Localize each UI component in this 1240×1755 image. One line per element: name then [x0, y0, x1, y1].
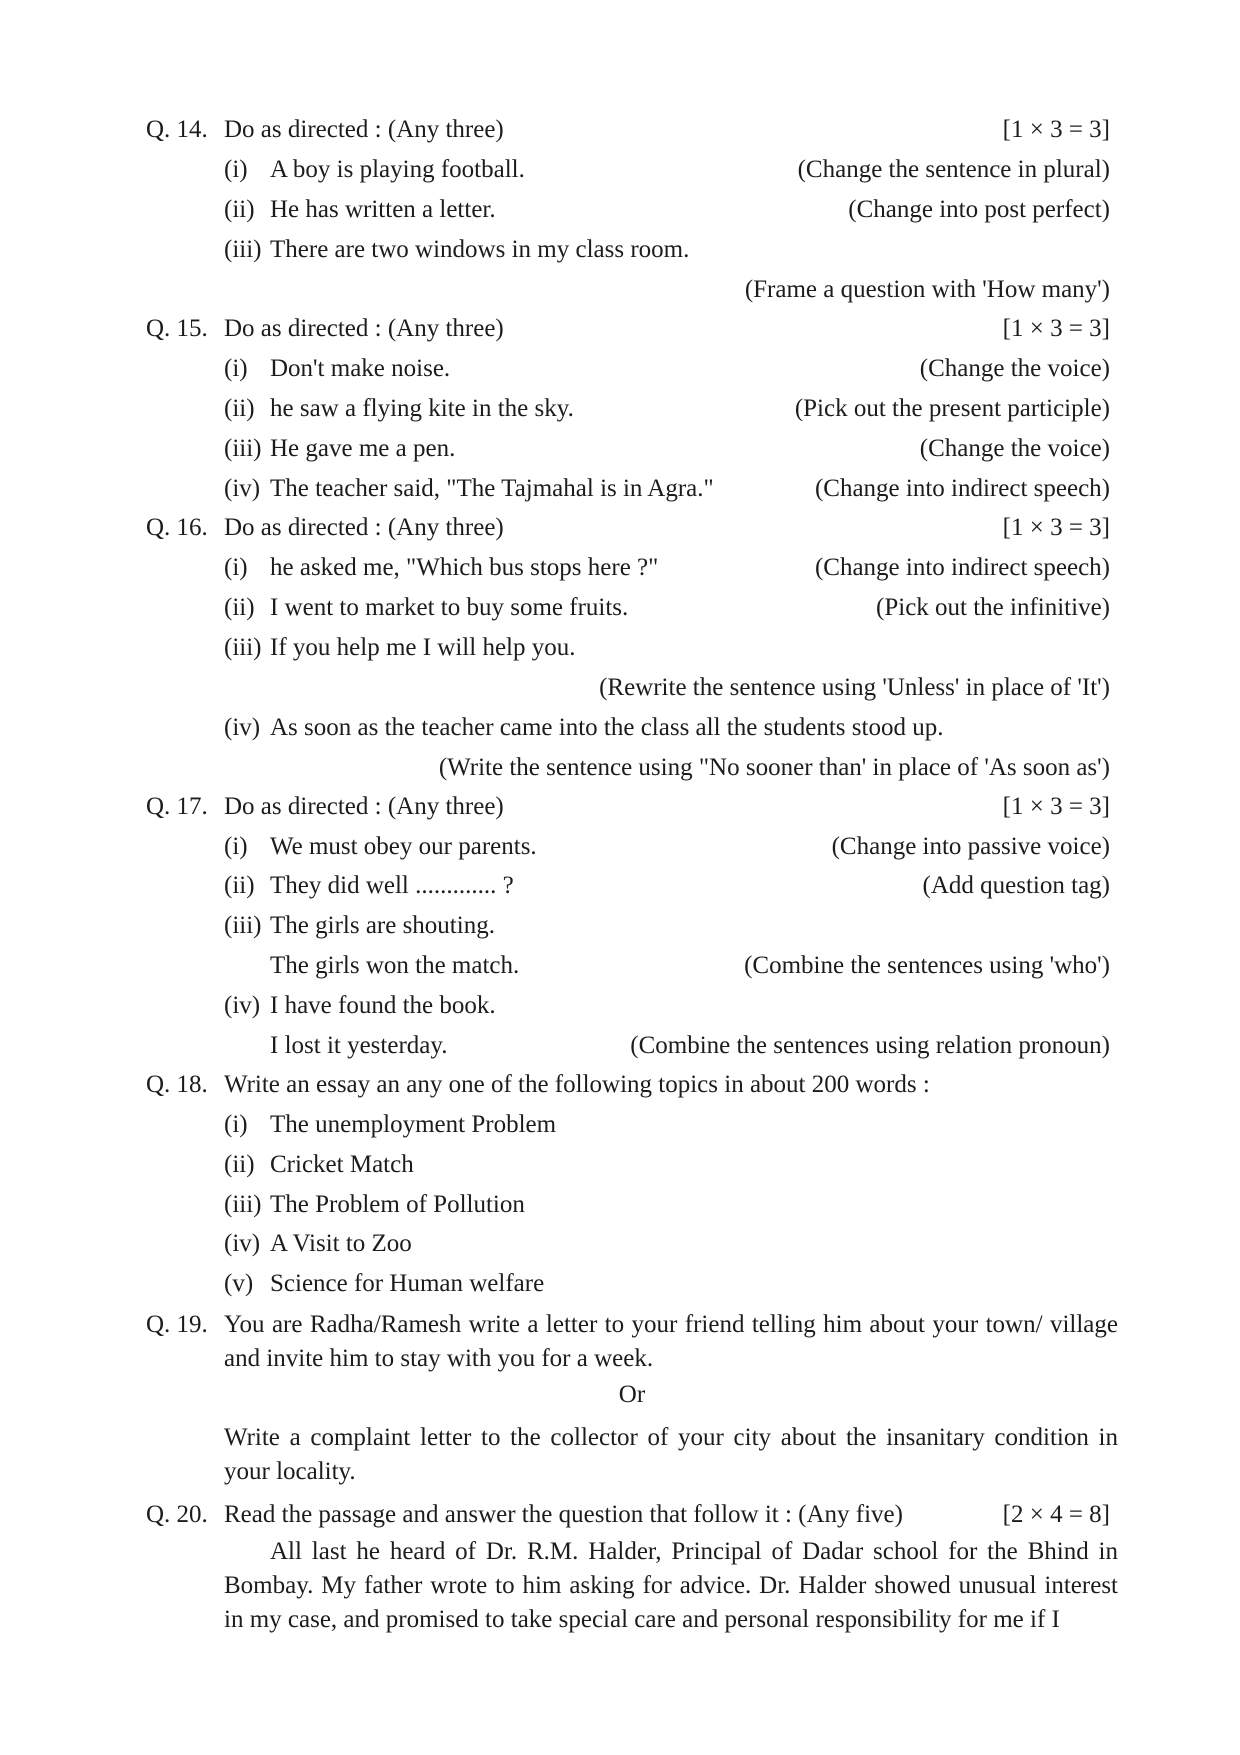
topic-text: A Visit to Zoo — [270, 1230, 412, 1257]
item-number: (iii) — [224, 912, 262, 939]
item-text: As soon as the teacher came into the class all the students stood up. — [270, 714, 944, 741]
item-number: (ii) — [224, 872, 255, 899]
item-number: (iv) — [224, 475, 261, 502]
item-text: A boy is playing football. — [270, 156, 525, 183]
question-title: Do as directed : (Any three) — [224, 315, 504, 342]
item-text: There are two windows in my class room. — [270, 236, 690, 263]
item-number: (i) — [224, 355, 248, 382]
question-title: Do as directed : (Any three) — [224, 793, 504, 820]
topic-text: Cricket Match — [270, 1151, 414, 1178]
item-text: I have found the book. — [270, 992, 496, 1019]
question-title: Write an essay an any one of the following topics in about 200 words : — [224, 1071, 930, 1098]
item-direction: (Write the sentence using "No sooner than' in place of 'As soon as') — [438, 754, 1110, 781]
question-marks: [1 × 3 = 3] — [1002, 793, 1110, 820]
topic-text: The Problem of Pollution — [270, 1191, 525, 1218]
item-direction: (Change the voice) — [919, 435, 1110, 462]
question-number: Q. 14. — [146, 116, 208, 143]
item-direction: (Add question tag) — [922, 872, 1110, 899]
item-direction: (Combine the sentences using relation pronoun) — [630, 1032, 1110, 1059]
item-direction: (Change into passive voice) — [831, 833, 1110, 860]
or-separator: Or — [618, 1381, 646, 1408]
item-direction: (Pick out the infinitive) — [876, 594, 1110, 621]
topic-text: The unemployment Problem — [270, 1111, 557, 1138]
item-number: (iv) — [224, 714, 261, 741]
item-number: (ii) — [224, 594, 255, 621]
question-marks: [1 × 3 = 3] — [1002, 514, 1110, 541]
item-text: We must obey our parents. — [270, 833, 537, 860]
item-text: The girls are shouting. — [270, 912, 495, 939]
item-text-second: The girls won the match. — [270, 952, 520, 979]
item-text: I went to market to buy some fruits. — [270, 594, 629, 621]
item-direction: (Frame a question with 'How many') — [744, 276, 1110, 303]
item-direction: (Change into indirect speech) — [814, 475, 1110, 502]
question-title: Do as directed : (Any three) — [224, 116, 504, 143]
item-direction: (Change into indirect speech) — [814, 554, 1110, 581]
item-text: If you help me I will help you. — [270, 634, 576, 661]
item-direction: (Change into post perfect) — [848, 196, 1110, 223]
item-direction: (Change the voice) — [919, 355, 1110, 382]
topic-number: (iv) — [224, 1230, 261, 1257]
item-text: He has written a letter. — [270, 196, 496, 223]
item-number: (i) — [224, 156, 248, 183]
item-number: (iv) — [224, 992, 261, 1019]
topic-number: (iii) — [224, 1191, 262, 1218]
item-text: The teacher said, "The Tajmahal is in Agra." — [270, 475, 714, 502]
question-text: You are Radha/Ramesh write a letter to your friend telling him about your town/ village and invite him to stay with you for a week. — [224, 1311, 1118, 1372]
item-number: (iii) — [224, 435, 262, 462]
item-number: (ii) — [224, 196, 255, 223]
item-direction: (Pick out the present participle) — [794, 395, 1110, 422]
item-direction: (Change the sentence in plural) — [797, 156, 1110, 183]
item-direction: (Combine the sentences using 'who') — [744, 952, 1110, 979]
question-title: Do as directed : (Any three) — [224, 514, 504, 541]
item-number: (iii) — [224, 236, 262, 263]
item-text: He gave me a pen. — [270, 435, 456, 462]
item-direction: (Rewrite the sentence using 'Unless' in place of 'It') — [599, 674, 1110, 701]
question-marks: [2 × 4 = 8] — [1002, 1501, 1110, 1528]
question-number: Q. 19. — [146, 1311, 208, 1338]
question-number: Q. 15. — [146, 315, 208, 342]
item-text-second: I lost it yesterday. — [270, 1032, 448, 1059]
question-number: Q. 16. — [146, 514, 208, 541]
alternative-text: Write a complaint letter to the collector of your city about the insanitary condition in your locality. — [224, 1424, 1118, 1485]
item-text: Don't make noise. — [270, 355, 451, 382]
topic-number: (v) — [224, 1270, 254, 1297]
item-text: They did well ............. ? — [270, 872, 514, 899]
item-text: he asked me, "Which bus stops here ?" — [270, 554, 659, 581]
topic-text: Science for Human welfare — [270, 1270, 545, 1297]
item-number: (i) — [224, 833, 248, 860]
topic-number: (i) — [224, 1111, 248, 1138]
passage-text: All last he heard of Dr. R.M. Halder, Principal of Dadar school for the Bhind in Bombay. My father wrote to him asking for advice. Dr. Halder showed unusual interest in my case, and promised to take special care and personal responsibility for me if I — [224, 1538, 1118, 1633]
item-number: (iii) — [224, 634, 262, 661]
item-number: (i) — [224, 554, 248, 581]
question-title: Read the passage and answer the question that follow it : (Any five) — [224, 1501, 903, 1528]
topic-number: (ii) — [224, 1151, 255, 1178]
item-number: (ii) — [224, 395, 255, 422]
question-number: Q. 18. — [146, 1071, 208, 1098]
question-number: Q. 20. — [146, 1501, 208, 1528]
item-text: he saw a flying kite in the sky. — [270, 395, 574, 422]
question-number: Q. 17. — [146, 793, 208, 820]
question-marks: [1 × 3 = 3] — [1002, 315, 1110, 342]
question-marks: [1 × 3 = 3] — [1002, 116, 1110, 143]
